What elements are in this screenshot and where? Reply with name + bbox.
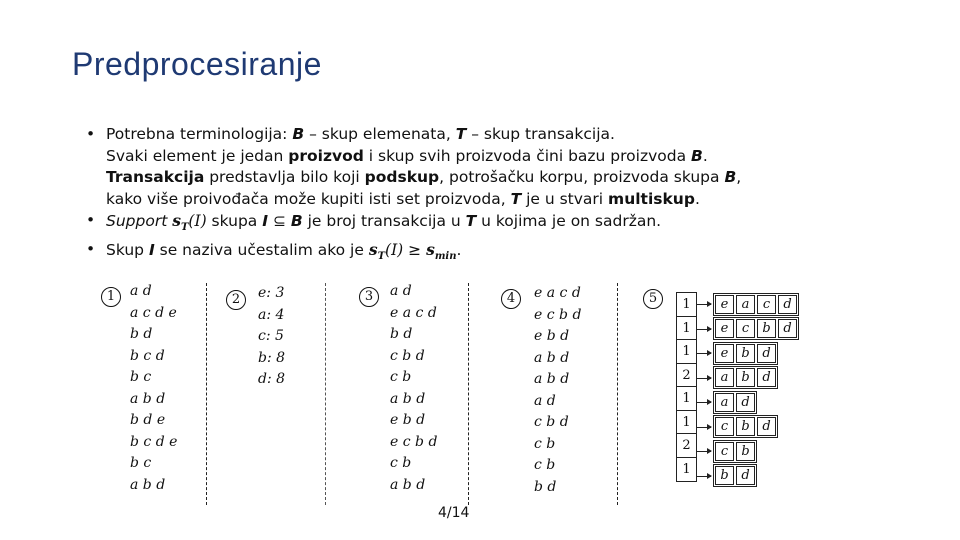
item-cell: b xyxy=(736,344,755,363)
arrow-icon xyxy=(697,390,713,415)
panel-label-2: 2 xyxy=(226,290,246,310)
item-list-box xyxy=(713,464,757,487)
item-cell: a xyxy=(736,295,755,314)
transaction-row: a b d xyxy=(390,390,426,407)
item-cell: e xyxy=(715,295,734,314)
item-cell: c xyxy=(736,319,755,338)
count-cell: 2 xyxy=(677,364,696,388)
bullet-dot: • xyxy=(86,211,96,230)
panel5-count-column xyxy=(676,292,697,482)
item-list-row xyxy=(713,341,799,366)
panel3-transactions xyxy=(390,281,437,496)
transaction-row: e a c d xyxy=(534,285,581,301)
transaction-row: e c b d xyxy=(534,306,582,323)
item-list-box xyxy=(713,293,799,316)
item-list-box xyxy=(713,415,778,438)
item-list-row xyxy=(713,415,799,440)
transaction-row: a d xyxy=(130,283,152,299)
transaction-row: c b xyxy=(390,455,412,471)
transaction-row: b c xyxy=(130,369,152,385)
panel-separator xyxy=(468,283,469,505)
count-cell: 1 xyxy=(677,340,696,364)
transaction-row: e c b d xyxy=(390,433,438,450)
transaction-row: e a c d xyxy=(390,304,437,321)
arrow-icon xyxy=(697,341,713,366)
count-cell: 1 xyxy=(677,293,696,317)
item-list-row xyxy=(713,366,799,391)
item-cell: a xyxy=(715,393,734,412)
panel-label-5: 5 xyxy=(643,289,663,309)
item-list-row xyxy=(713,439,799,464)
panel-label-4: 4 xyxy=(501,289,521,309)
item-frequency-row: e: 3 xyxy=(258,285,285,301)
item-frequency-row: a: 4 xyxy=(258,306,285,323)
item-list-box xyxy=(713,342,778,365)
item-cell: c xyxy=(715,417,734,436)
transaction-row: e b d xyxy=(534,328,570,344)
count-cell: 1 xyxy=(677,411,696,435)
transaction-row: b c d e xyxy=(130,433,178,450)
panel-label-3: 3 xyxy=(359,287,379,307)
item-cell: d xyxy=(778,295,797,314)
transaction-row: a b d xyxy=(130,390,166,407)
transaction-row: e b d xyxy=(390,412,426,428)
bullet1-line1: Potrebna terminologija: B – skup elemenata, T – skup transakcija. xyxy=(106,125,615,143)
count-cell: 1 xyxy=(677,317,696,341)
count-cell: 2 xyxy=(677,434,696,458)
item-cell: d xyxy=(757,344,776,363)
item-list-box xyxy=(713,317,799,340)
bullet1-line2: Svaki element je jedan proizvod i skup svih proizvoda čini bazu proizvoda B. xyxy=(106,146,708,165)
item-list-row xyxy=(713,292,799,317)
transaction-row: b c d xyxy=(130,347,165,364)
transaction-row: a b d xyxy=(390,476,426,493)
transaction-row: c b d xyxy=(390,347,425,364)
item-cell: c xyxy=(757,295,776,314)
item-cell: d xyxy=(736,466,755,485)
item-list-row xyxy=(713,464,799,489)
item-list-box xyxy=(713,440,757,463)
item-cell: c xyxy=(715,442,734,461)
arrow-icon xyxy=(697,366,713,391)
bullet-dot: • xyxy=(86,240,96,259)
item-cell: d xyxy=(778,319,797,338)
panel-separator xyxy=(325,283,326,505)
item-cell: d xyxy=(757,417,776,436)
bullet2-line: Support $s_T(I)$ skupa I ⊆ B je broj transakcija u T u kojima je on sadržan. xyxy=(106,211,662,234)
arrow-icon xyxy=(697,292,713,317)
page-number: 4/14 xyxy=(438,505,470,521)
panel-label-1: 1 xyxy=(101,287,121,307)
transaction-row: a b d xyxy=(534,371,570,387)
transaction-row: a b d xyxy=(130,476,166,493)
fp-tree-preprocessing-figure xyxy=(96,281,808,511)
item-list-box xyxy=(713,391,757,414)
item-cell: e xyxy=(715,344,734,363)
transaction-row: a d xyxy=(534,392,556,409)
transaction-row: b d xyxy=(534,478,557,495)
item-frequency-row: b: 8 xyxy=(258,349,286,366)
item-cell: b xyxy=(736,368,755,387)
transaction-row: a d xyxy=(390,283,412,299)
panel-separator xyxy=(617,283,618,505)
bullet-dot: • xyxy=(86,125,96,143)
transaction-row: c b xyxy=(534,435,556,452)
panel1-transactions xyxy=(130,281,177,496)
transaction-row: b d e xyxy=(130,412,166,428)
item-list-row xyxy=(713,317,799,342)
arrow-icon xyxy=(697,439,713,464)
arrow-icon xyxy=(697,415,713,440)
item-cell: b xyxy=(736,417,755,436)
item-list-box xyxy=(713,366,778,389)
panel-separator xyxy=(206,283,207,505)
bullet1-line4: kako više proivođača može kupiti isti set proizvoda, T je u stvari multiskup. xyxy=(106,189,700,208)
item-list-row xyxy=(713,390,799,415)
panel5-arrows xyxy=(697,292,713,488)
bullet-frequent-set xyxy=(86,239,786,268)
bullet-support xyxy=(86,210,786,239)
panel2-frequencies xyxy=(258,283,285,391)
panel5-item-lists xyxy=(713,292,799,488)
transaction-row: b d xyxy=(390,326,413,342)
arrow-icon xyxy=(697,317,713,342)
bullet-terminology xyxy=(86,124,786,210)
item-cell: e xyxy=(715,319,734,338)
transaction-row: b c xyxy=(130,455,152,471)
bullet1-line3: Transakcija predstavlja bilo koji podskup, potrošačku korpu, proizvoda skupa B, xyxy=(106,168,742,187)
bullet3-line: Skup I se naziva učestalim ako je $s_T(I) \ge s_{min}$. xyxy=(106,240,462,263)
item-frequency-row: c: 5 xyxy=(258,328,284,344)
item-cell: b xyxy=(736,442,755,461)
item-cell: b xyxy=(757,319,776,338)
transaction-row: c b xyxy=(390,369,412,385)
item-cell: b xyxy=(715,466,734,485)
count-cell: 1 xyxy=(682,461,691,477)
transaction-row: a b d xyxy=(534,349,570,366)
item-frequency-row: d: 8 xyxy=(258,371,286,387)
item-cell: d xyxy=(736,393,755,412)
transaction-row: b d xyxy=(130,326,153,342)
count-cell: 1 xyxy=(677,387,696,411)
slide-title: Predprocesiranje xyxy=(72,46,322,82)
transaction-row: c b d xyxy=(534,414,569,430)
panel4-sorted-transactions xyxy=(534,283,581,498)
transaction-row: a c d e xyxy=(130,304,177,321)
transaction-row: c b xyxy=(534,457,556,473)
item-cell: a xyxy=(715,368,734,387)
bullet-list xyxy=(86,124,786,268)
arrow-icon xyxy=(697,464,713,489)
item-cell: d xyxy=(757,368,776,387)
